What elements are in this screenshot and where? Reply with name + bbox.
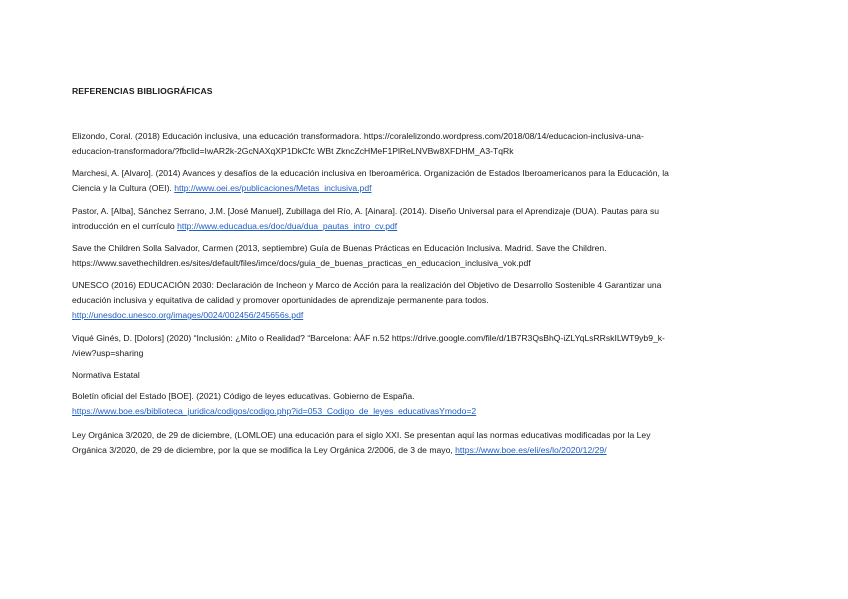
reference-line: Ciencia y la Cultura (OEI). — [72, 183, 175, 193]
oei-link[interactable]: http://www.oei.es/publicaciones/Metas_inclusiva.pdf — [174, 183, 372, 193]
boe-codigo-link[interactable]: https://www.boe.es/biblioteca_juridica/codigos/codigo.php?id=053_Codigo_de_leyes_educativasYmodo=2 — [72, 406, 477, 416]
reference-elizondo — [72, 129, 772, 159]
reference-line: Orgánica 3/2020, de 29 de diciembre, por la que se modifica la Ley Orgánica 2/2006, de 3 de mayo, — [72, 445, 456, 455]
reference-line: Boletín oficial del Estado [BOE]. (2021) Código de leyes educativas. Gobierno de España. — [72, 391, 415, 401]
reference-line: introducción en el currículo — [72, 221, 178, 231]
reference-line: educacion-transformadora/?fbclid=IwAR2k-2GcNAXqXP1DkCfc WBt ZkncZcHMeF1PlReLNVBw8XFDHM_A3-TqRk — [72, 146, 514, 156]
reference-save-the-children — [72, 241, 772, 271]
normativa-heading: Normativa Estatal — [72, 370, 140, 380]
reference-line: UNESCO (2016) EDUCACIÓN 2030: Declaración de Incheon y Marco de Acción para la realización del Objetivo de Desarrollo Sostenible 4 Garantizar una — [72, 280, 662, 290]
reference-line: Ley Orgánica 3/2020, de 29 de diciembre, (LOMLOE) una educación para el siglo XXI. Se presentan aquí las normas educativas modificadas por la Ley — [72, 430, 651, 440]
educadua-link[interactable]: http://www.educadua.es/doc/dua/dua_pautas_intro_cv.pdf — [177, 221, 398, 231]
unesdoc-link[interactable]: http://unesdoc.unesco.org/images/0024/002456/245656s.pdf — [72, 310, 304, 320]
reference-line: Viqué Ginés, D. [Dolors] (2020) “Inclusión: ¿Mito o Realidad? “Barcelona: ÀÁF n.52 https://drive.google.com/file/d/1B7R3QsBhQ-iZLYqLsRRskILWT9yb9_k- — [72, 333, 665, 343]
reference-marchesi — [72, 166, 772, 196]
references-heading: REFERENCIAS BIBLIOGRÁFICAS — [72, 86, 213, 96]
reference-unesco — [72, 278, 772, 323]
reference-line: Elizondo, Coral. (2018) Educación inclusiva, una educación transformadora. https://coralelizondo.wordpress.com/2018/08/14/educacion-inclusiva-una- — [72, 131, 644, 141]
reference-vique — [72, 331, 772, 361]
reference-lomloe — [72, 428, 772, 458]
reference-pastor — [72, 204, 772, 234]
boe-lomloe-link[interactable]: https://www.boe.es/eli/es/lo/2020/12/29/ — [455, 445, 607, 455]
reference-line: https://www.savethechildren.es/sites/default/files/imce/docs/guia_de_buenas_practicas_en_educacion_inclusiva_vok.pdf — [72, 258, 531, 268]
reference-line: Save the Children Solla Salvador, Carmen (2013, septiembre) Guía de Buenas Prácticas en Educación Inclusiva. Madrid. Save the Children. — [72, 243, 607, 253]
reference-line: /view?usp=sharing — [72, 348, 144, 358]
reference-boe — [72, 389, 772, 419]
reference-line: educación inclusiva y equitativa de calidad y promover oportunidades de aprendizaje permanente para todos. — [72, 295, 489, 305]
reference-line: Pastor, A. [Alba], Sánchez Serrano, J.M. [José Manuel], Zubillaga del Río, A. [Ainara]. (2014). Diseño Universal para el Aprendizaje (DUA). Pautas para su — [72, 206, 660, 216]
reference-line: Marchesi, A. [Alvaro]. (2014) Avances y desafíos de la educación inclusiva en Iberoamérica. Organización de Estados Iberoamericanos para la Educación, la — [72, 168, 669, 178]
